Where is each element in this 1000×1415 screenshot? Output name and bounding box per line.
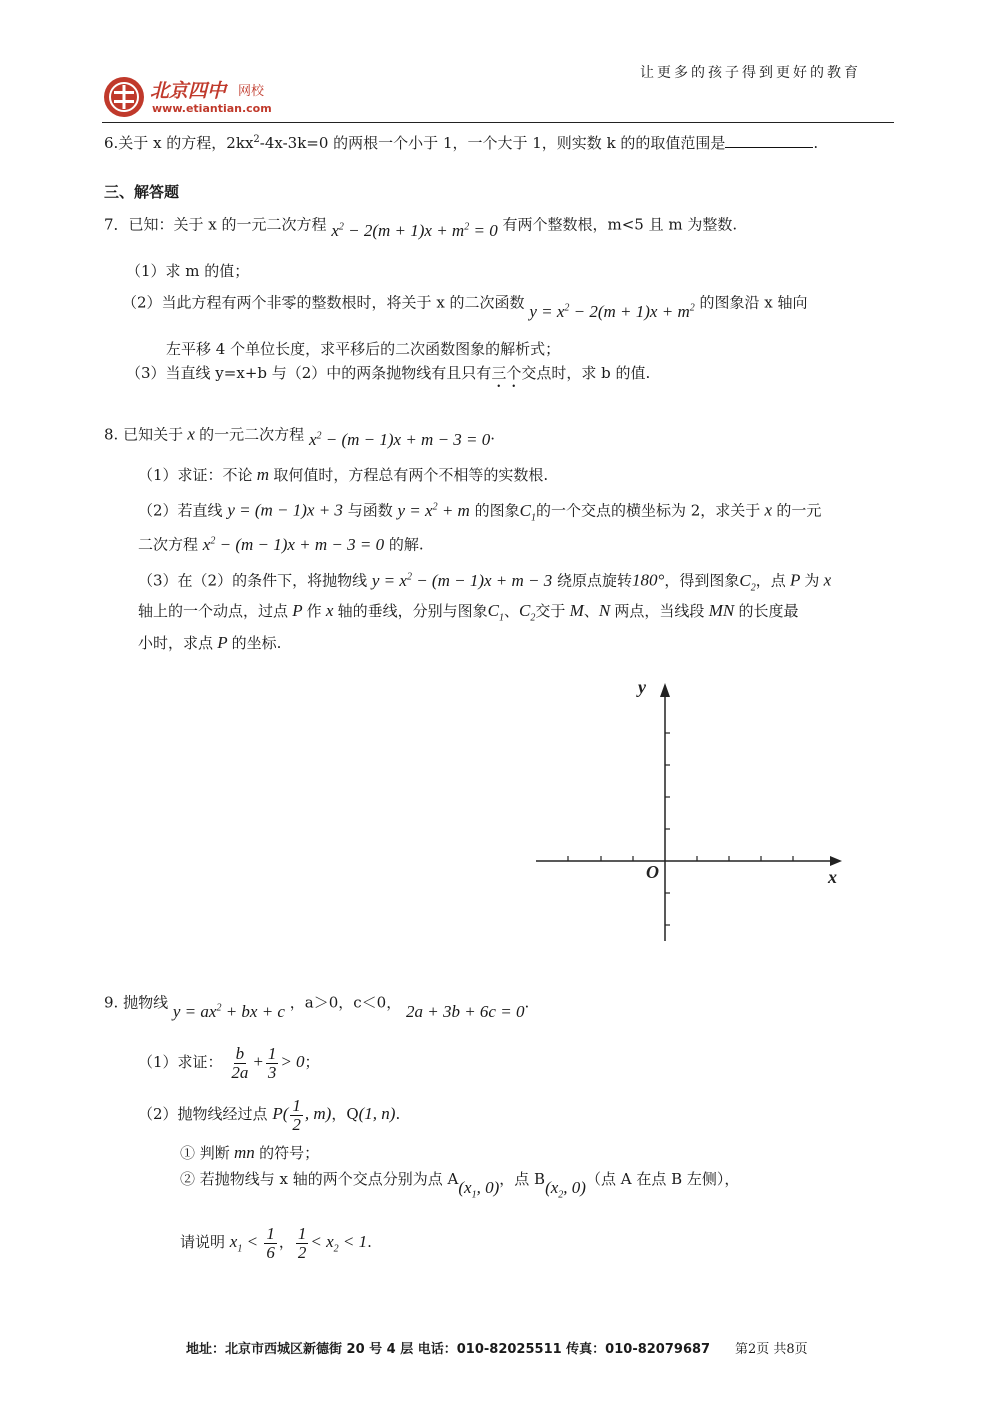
- section-title: 三、解答题: [104, 183, 180, 201]
- equation-7: $x^2 - 2(m + 1)x + m^2 = 0$: [331, 220, 498, 240]
- question-6: 6.关于 x 的方程，$2kx^2-4x-3k=0$ 的两根一个小于 1，一个大于 1，则实数 k 的的取值范围是 .: [104, 134, 819, 152]
- question-8-part-1: （1）求证：不论 m 取何值时，方程总有两个不相等的实数根.: [138, 465, 549, 484]
- question-7-part-3: （3）当直线 y=x+b 与（2）中的两条抛物线有且只有三个交点时，求 b 的值.: [126, 364, 651, 382]
- question-8-part-3-cont: 轴上的一个动点，过点 P 作 x 轴的垂线，分别与图象$C_1$、$C_2$交于 M、N 两点，当线段 MN 的长度最: [138, 601, 799, 624]
- coordinate-axes: [530, 675, 850, 945]
- question-9-part-2: （2）抛物线经过点 P( $\frac{1}{2}$ , m)，Q(1, n).: [138, 1095, 401, 1134]
- question-9-sub-2-cont: 请说明 $x_1$ < $\frac{1}{6}$ ， $\frac{1}{2}$ < $x_2 < 1$.: [180, 1223, 372, 1262]
- function-7: $y = x^2 - 2(m + 1)x + m^2$: [529, 301, 695, 321]
- equation-8: $x^2 - (m - 1)x + m - 3 = 0$: [308, 429, 491, 449]
- question-8-part-2-cont: 二次方程 $x^2 - (m - 1)x + m - 3 = 0$ 的解.: [138, 534, 424, 554]
- question-9-part-1: （1）求证： $\frac{b}{2a}$ + $\frac{1}{3}$ > 0；: [138, 1043, 320, 1082]
- footer-page: 第2页 共8页: [735, 1342, 808, 1357]
- question-9-sub-2: ② 若抛物线与 x 轴的两个交点分别为点 $A(x_1$, 0)，点 $B(x_2$, 0)（点 A 在点 B 左侧），: [180, 1170, 740, 1201]
- y-axis-arrow-icon: [660, 683, 670, 697]
- question-9-sub-1: ① 判断 mn 的符号；: [180, 1143, 320, 1162]
- question-8-intro: 8. 已知关于 x 的一元二次方程 $x^2 - (m - 1)x + m - 3 = 0$.: [104, 424, 496, 449]
- logo-emblem-icon: [102, 75, 146, 119]
- footer-address: 地址：北京市西城区新德街 20 号 4 层 电话：010-82025511 传真：010-82079687: [186, 1342, 711, 1357]
- logo-sub: 网校: [238, 84, 265, 99]
- logo-name: 北京四中: [150, 80, 227, 102]
- question-8-part-3: （3）在（2）的条件下，将抛物线 $y = x^2 - (m - 1)x + m - 3$ 绕原点旋转180°，得到图象$C_2$，点 P 为 x: [138, 570, 832, 594]
- logo-url: www.etiantian.com: [152, 102, 272, 115]
- y-axis-label: y: [638, 677, 646, 697]
- question-7-part-2-cont: 左平移 4 个单位长度，求平移后的二次函数图象的解析式；: [166, 340, 561, 358]
- question-9-intro: 9. 抛物线 $y = ax^2$ + bx + c ，a＞0，c＜0， 2a + 3b + 6c = 0.: [104, 993, 530, 1021]
- site-logo: [102, 75, 302, 119]
- x-axis-arrow-icon: [830, 856, 842, 866]
- question-8-part-2: （2）若直线 y = (m − 1)x + 3 与函数 $y = x^2 + m$ 的图象$C_1$的一个交点的横坐标为 2，求关于 x 的一元: [138, 500, 822, 524]
- question-7-intro: 7．已知：关于 x 的一元二次方程 $x^2 - 2(m + 1)x + m^2 = 0$ 有两个整数根，m<5 且 m 为整数.: [104, 215, 738, 240]
- origin-label: O: [646, 862, 659, 882]
- question-7-part-2: （2）当此方程有两个非零的整数根时，将关于 x 的二次函数 $y = x^2 - 2(m + 1)x + m^2$ 的图象沿 x 轴向: [122, 293, 808, 321]
- header-slogan: 让更多的孩子得到更好的教育: [640, 65, 861, 81]
- header-rule: [102, 122, 894, 123]
- question-8-part-3-end: 小时，求点 P 的坐标.: [138, 633, 282, 652]
- question-7-part-1: （1）求 m 的值；: [126, 262, 250, 280]
- x-axis-label: x: [828, 867, 837, 887]
- answer-blank: [725, 133, 813, 148]
